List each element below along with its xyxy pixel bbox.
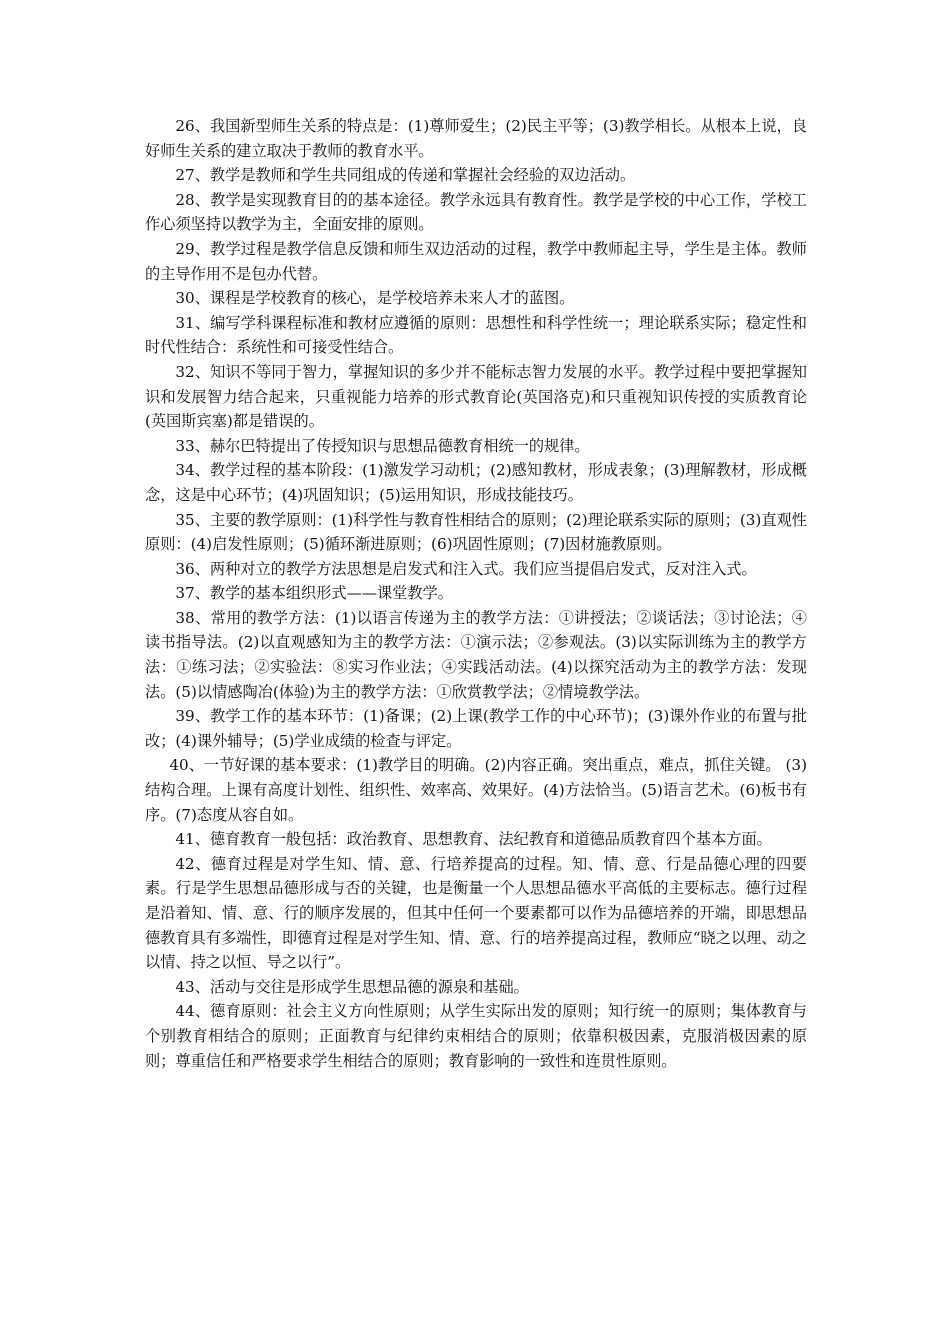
paragraph-28: 28、教学是实现教育目的的基本途径。教学永远具有教育性。教学是学校的中心工作，学校工作心须坚持以教学为主，全面安排的原则。	[145, 190, 807, 234]
document-body	[145, 114, 807, 1073]
paragraph-26: 26、我国新型师生关系的特点是：(1)尊师爱生；(2)民主平等；(3)教学相长。从根本上说，良好师生关系的建立取决于教师的教育水平。	[145, 117, 807, 160]
paragraph-35: 35、主要的教学原则：(1)科学性与教育性相结合的原则；(2)理论联系实际的原则；(3)直观性原则：(4)启发性原则；(5)循环渐进原则；(6)巩固性原则；(7)因材施教原则。	[145, 510, 807, 554]
paragraph-33: 33、赫尔巴特提出了传授知识与思想品德教育相统一的规律。	[175, 436, 590, 455]
paragraph-42: 42、德育过程是对学生知、情、意、行培养提高的过程。知、情、意、行是品德心理的四要素。行是学生思想品德形成与否的关键，也是衡量一个人思想品德水平高低的主要标志。德行过程是沿着知、情、意、行的顺序发展的，但其中任何一个要素都可以作为品德培养的开端，即思想品德教育具有多端性，即德育过程是对学生知、情、意、行的培养提高过程，教师应“晓之以理、动之以情、持之以恒、导之以行”。	[145, 854, 807, 972]
paragraph-39: 39、教学工作的基本环节：(1)备课；(2)上课(教学工作的中心环节)；(3)课外作业的布置与批改；(4)课外辅导；(5)学业成绩的检查与评定。	[145, 707, 807, 750]
paragraph-40: 40、一节好课的基本要求：(1)教学目的明确。(2)内容正确。突出重点，难点，抓住关键。 (3)结构合理。上课有高度计划性、组织性、效率高、效果好。(4)方法恰当。(5)语言艺术。(6)板书有序。(7)态度从容自如。	[145, 756, 807, 824]
paragraph-29: 29、教学过程是教学信息反馈和师生双边活动的过程，教学中教师起主导，学生是主体。教师的主导作用不是包办代替。	[145, 239, 807, 283]
paragraph-31: 31、编写学科课程标准和教材应遵循的原则：思想性和科学性统一；理论联系实际；稳定性和时代性结合：系统性和可接受性结合。	[145, 313, 807, 357]
paragraph-38: 38、常用的教学方法：(1)以语言传递为主的教学方法：①讲授法；②谈话法；③讨论法；④读书指导法。(2)以直观感知为主的教学方法：①演示法；②参观法。(3)以实际训练为主的教学方法：①练习法；②实验法：⑧实习作业法；④实践活动法。(4)以探究活动为主的教学方法：发现法。(5)以情感陶冶(体验)为主的教学方法：①欣赏教学法；②情境教学法。	[145, 608, 807, 701]
paragraph-32: 32、知识不等同于智力，掌握知识的多少并不能标志智力发展的水平。教学过程中要把掌握知识和发展智力结合起来，只重视能力培养的形式教育论(英国洛克)和只重视知识传授的实质教育论(英国斯宾塞)都是错误的。	[145, 362, 807, 431]
paragraph-44: 44、德育原则：社会主义方向性原则；从学生实际出发的原则；知行统一的原则；集体教育与个别教育相结合的原则；正面教育与纪律约束相结合的原则；依靠积极因素，克服消极因素的原则；尊重信任和严格要求学生相结合的原则；教育影响的一致性和连贯性原则。	[145, 1002, 807, 1070]
paragraph-37: 37、教学的基本组织形式——课堂教学。	[175, 584, 453, 603]
paragraph-41: 41、德育教育一般包括：政治教育、思想教育、法纪教育和道德品质教育四个基本方面。	[175, 830, 772, 849]
paragraph-30: 30、课程是学校教育的核心，是学校培养未来人才的蓝图。	[175, 289, 575, 308]
paragraph-34: 34、教学过程的基本阶段：(1)激发学习动机；(2)感知教材，形成表象；(3)理解教材，形成概念，这是中心环节；(4)巩固知识；(5)运用知识，形成技能技巧。	[145, 461, 807, 504]
paragraph-36: 36、两种对立的教学方法思想是启发式和注入式。我们应当提倡启发式，反对注入式。	[175, 559, 757, 578]
paragraph-43: 43、活动与交往是形成学生思想品德的源泉和基础。	[175, 977, 529, 996]
paragraph-27: 27、教学是教师和学生共同组成的传递和掌握社会经验的双边活动。	[175, 166, 636, 185]
